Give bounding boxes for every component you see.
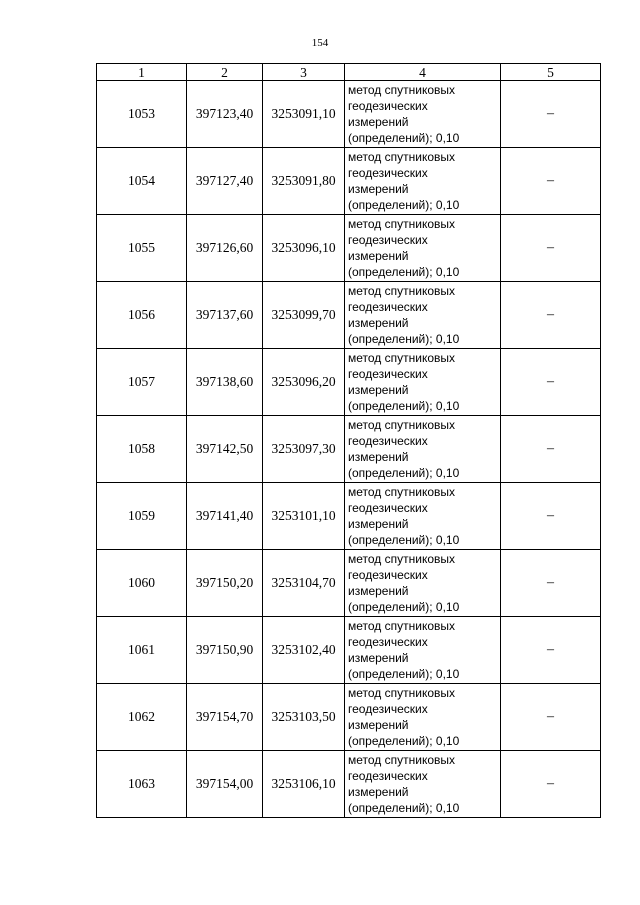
method-line: геодезических — [348, 635, 428, 649]
y-coordinate-cell: 3253091,80 — [263, 148, 345, 215]
point-number-cell: 1063 — [97, 751, 187, 818]
x-coordinate-cell: 397138,60 — [187, 349, 263, 416]
method-cell — [345, 684, 501, 751]
method-line: измерений — [348, 249, 409, 263]
y-coordinate-cell: 3253099,70 — [263, 282, 345, 349]
x-coordinate-cell: 397154,00 — [187, 751, 263, 818]
note-cell: – — [501, 483, 601, 550]
method-line: метод спутниковых — [348, 686, 456, 700]
table-row — [97, 148, 601, 215]
x-coordinate-cell: 397141,40 — [187, 483, 263, 550]
method-line: (определений); 0,10 — [348, 667, 460, 681]
y-coordinate-cell: 3253104,70 — [263, 550, 345, 617]
column-header-4: 4 — [345, 64, 501, 81]
y-coordinate-cell: 3253096,10 — [263, 215, 345, 282]
method-cell — [345, 617, 501, 684]
method-line: геодезических — [348, 501, 428, 515]
point-number-cell: 1060 — [97, 550, 187, 617]
method-line: измерений — [348, 450, 409, 464]
method-line: геодезических — [348, 702, 428, 716]
method-line: (определений); 0,10 — [348, 801, 460, 815]
method-cell — [345, 81, 501, 148]
table-header-row — [97, 64, 601, 81]
method-line: геодезических — [348, 769, 428, 783]
method-line: метод спутниковых — [348, 485, 456, 499]
method-cell — [345, 215, 501, 282]
x-coordinate-cell: 397150,20 — [187, 550, 263, 617]
x-coordinate-cell: 397142,50 — [187, 416, 263, 483]
method-line: измерений — [348, 316, 409, 330]
method-line: геодезических — [348, 300, 428, 314]
point-number-cell: 1058 — [97, 416, 187, 483]
method-line: метод спутниковых — [348, 552, 456, 566]
x-coordinate-cell: 397126,60 — [187, 215, 263, 282]
method-line: метод спутниковых — [348, 83, 456, 97]
point-number-cell: 1061 — [97, 617, 187, 684]
note-cell: – — [501, 617, 601, 684]
method-line: (определений); 0,10 — [348, 131, 460, 145]
point-number-cell: 1055 — [97, 215, 187, 282]
x-coordinate-cell: 397150,90 — [187, 617, 263, 684]
x-coordinate-cell: 397127,40 — [187, 148, 263, 215]
note-cell: – — [501, 215, 601, 282]
method-line: метод спутниковых — [348, 351, 456, 365]
note-cell: – — [501, 81, 601, 148]
x-coordinate-cell: 397154,70 — [187, 684, 263, 751]
method-line: (определений); 0,10 — [348, 600, 460, 614]
method-cell — [345, 483, 501, 550]
note-cell: – — [501, 349, 601, 416]
method-line: измерений — [348, 517, 409, 531]
method-cell — [345, 148, 501, 215]
method-line: измерений — [348, 584, 409, 598]
method-line: измерений — [348, 785, 409, 799]
y-coordinate-cell: 3253103,50 — [263, 684, 345, 751]
method-line: геодезических — [348, 233, 428, 247]
note-cell: – — [501, 751, 601, 818]
method-line: метод спутниковых — [348, 418, 456, 432]
method-line: геодезических — [348, 367, 428, 381]
note-cell: – — [501, 282, 601, 349]
x-coordinate-cell: 397137,60 — [187, 282, 263, 349]
note-cell: – — [501, 416, 601, 483]
page-number: 154 — [311, 37, 329, 49]
y-coordinate-cell: 3253106,10 — [263, 751, 345, 818]
method-line: метод спутниковых — [348, 284, 456, 298]
method-line: измерений — [348, 651, 409, 665]
method-line: геодезических — [348, 568, 428, 582]
table-row — [97, 416, 601, 483]
method-line: (определений); 0,10 — [348, 734, 460, 748]
method-line: метод спутниковых — [348, 217, 456, 231]
note-cell: – — [501, 684, 601, 751]
table-row — [97, 684, 601, 751]
y-coordinate-cell: 3253091,10 — [263, 81, 345, 148]
method-line: геодезических — [348, 434, 428, 448]
method-cell — [345, 416, 501, 483]
method-line: (определений); 0,10 — [348, 466, 460, 480]
method-line: метод спутниковых — [348, 753, 456, 767]
table-row — [97, 550, 601, 617]
column-header-1: 1 — [97, 64, 187, 81]
method-line: измерений — [348, 383, 409, 397]
table-row — [97, 751, 601, 818]
note-cell: – — [501, 550, 601, 617]
method-line: метод спутниковых — [348, 150, 456, 164]
table-row — [97, 81, 601, 148]
point-number-cell: 1062 — [97, 684, 187, 751]
y-coordinate-cell: 3253097,30 — [263, 416, 345, 483]
point-number-cell: 1054 — [97, 148, 187, 215]
method-line: геодезических — [348, 166, 428, 180]
column-header-5: 5 — [501, 64, 601, 81]
point-number-cell: 1057 — [97, 349, 187, 416]
method-line: (определений); 0,10 — [348, 533, 460, 547]
method-cell — [345, 751, 501, 818]
point-number-cell: 1053 — [97, 81, 187, 148]
method-line: (определений); 0,10 — [348, 198, 460, 212]
column-header-2: 2 — [187, 64, 263, 81]
coordinates-table — [96, 63, 601, 818]
method-cell — [345, 282, 501, 349]
point-number-cell: 1059 — [97, 483, 187, 550]
table-row — [97, 483, 601, 550]
method-line: (определений); 0,10 — [348, 265, 460, 279]
method-line: метод спутниковых — [348, 619, 456, 633]
table-row — [97, 215, 601, 282]
method-cell — [345, 550, 501, 617]
table-row — [97, 282, 601, 349]
y-coordinate-cell: 3253102,40 — [263, 617, 345, 684]
method-line: (определений); 0,10 — [348, 332, 460, 346]
method-line: измерений — [348, 115, 409, 129]
y-coordinate-cell: 3253096,20 — [263, 349, 345, 416]
x-coordinate-cell: 397123,40 — [187, 81, 263, 148]
method-line: (определений); 0,10 — [348, 399, 460, 413]
table-row — [97, 349, 601, 416]
method-line: геодезических — [348, 99, 428, 113]
column-header-3: 3 — [263, 64, 345, 81]
y-coordinate-cell: 3253101,10 — [263, 483, 345, 550]
table-row — [97, 617, 601, 684]
note-cell: – — [501, 148, 601, 215]
point-number-cell: 1056 — [97, 282, 187, 349]
method-cell — [345, 349, 501, 416]
method-line: измерений — [348, 718, 409, 732]
method-line: измерений — [348, 182, 409, 196]
